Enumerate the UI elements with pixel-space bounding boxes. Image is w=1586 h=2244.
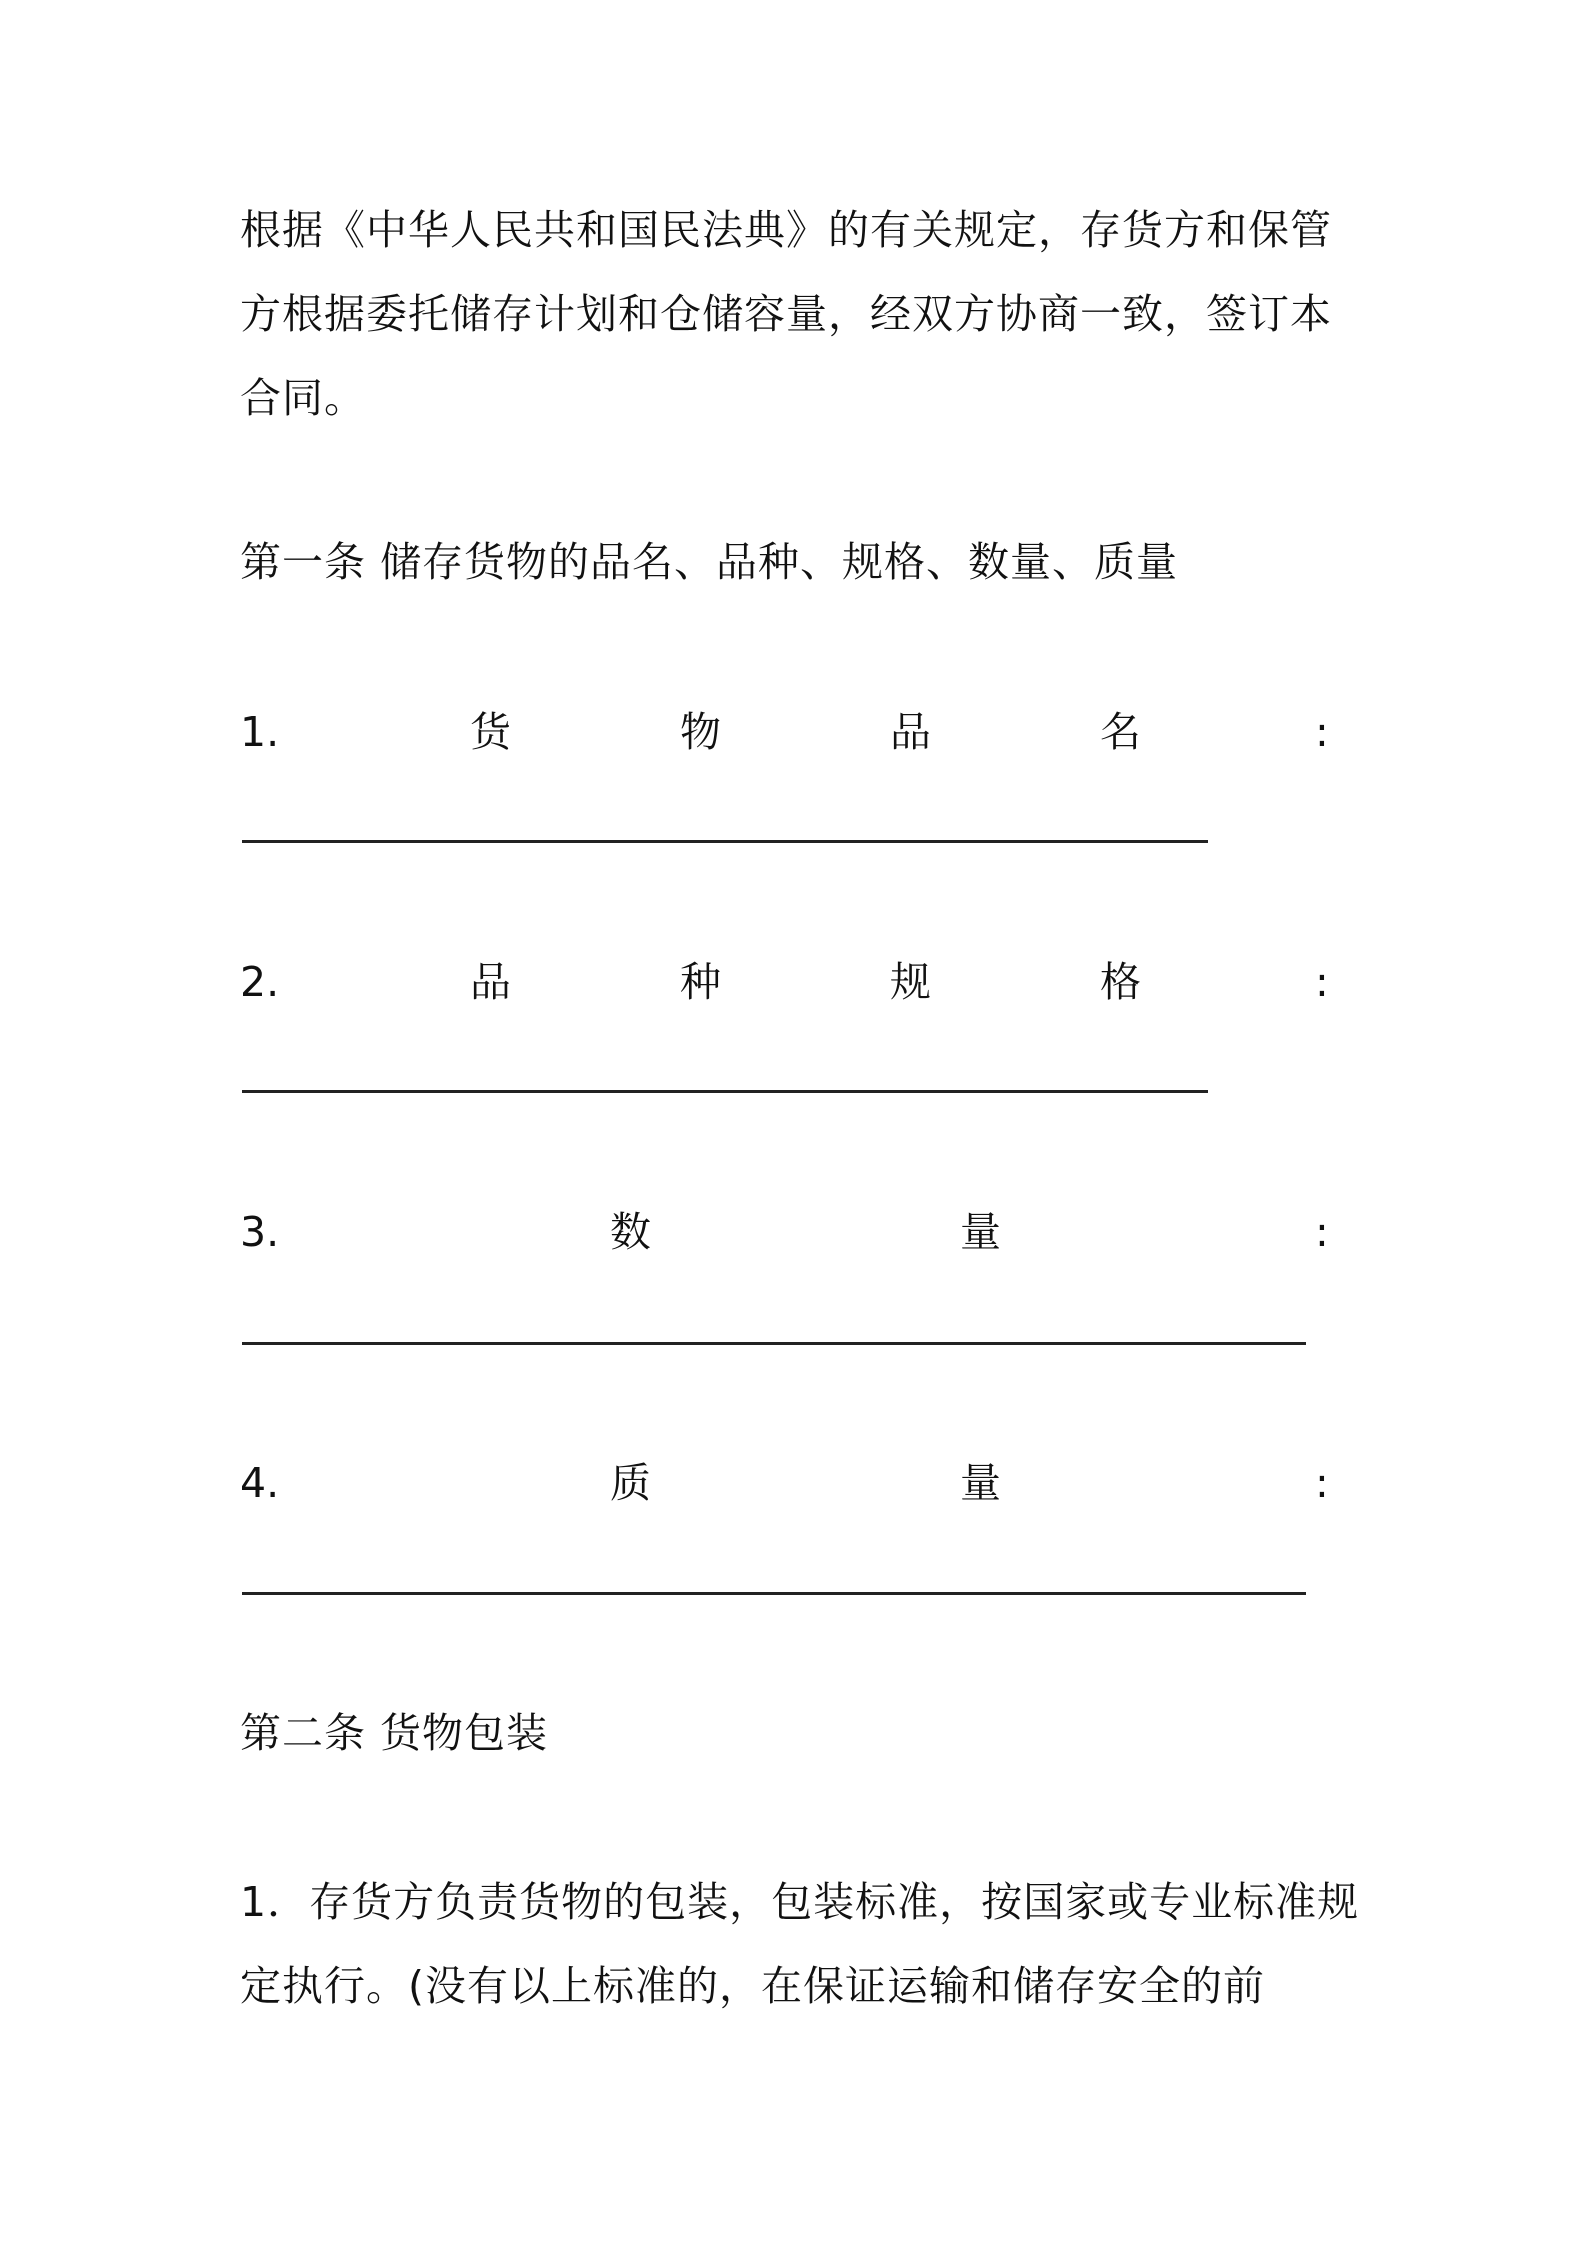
field-quantity: [240, 1202, 1335, 1262]
field-char: 质: [610, 1459, 651, 1507]
field-char: 品: [470, 958, 511, 1006]
article-1-title: 第一条 储存货物的品名、品种、规格、数量、质量: [240, 538, 1179, 586]
variety-spec-blank-line[interactable]: [242, 1090, 1208, 1093]
field-number: 1.: [240, 708, 280, 756]
article-2-item-1: 1．存货方负责货物的包装，包装标准，按国家或专业标准规定执行。(没有以上标准的，在保证运输和储存安全的前: [240, 1878, 1360, 2010]
field-quality: [240, 1453, 1335, 1513]
field-variety-spec: [240, 952, 1335, 1012]
field-char: 品: [890, 708, 931, 756]
field-char: 物: [680, 708, 721, 756]
field-goods-name: [240, 702, 1335, 762]
field-char: 量: [960, 1459, 1001, 1507]
field-char: 量: [960, 1208, 1001, 1256]
field-number: 2.: [240, 958, 280, 1006]
field-char: 格: [1100, 958, 1141, 1006]
field-colon: :: [1315, 1208, 1329, 1256]
field-char: 名: [1100, 708, 1141, 756]
article-2-title: 第二条 货物包装: [240, 1709, 549, 1757]
field-char: 数: [610, 1208, 651, 1256]
goods-name-blank-line[interactable]: [242, 840, 1208, 843]
quality-blank-line[interactable]: [242, 1592, 1306, 1595]
intro-paragraph: 根据《中华人民共和国民法典》的有关规定，存货方和保管方根据委托储存计划和仓储容量，经双方协商一致，签订本合同。: [240, 206, 1332, 422]
field-number: 3.: [240, 1208, 280, 1256]
field-char: 规: [890, 958, 931, 1006]
quantity-blank-line[interactable]: [242, 1342, 1306, 1345]
field-char: 种: [680, 958, 721, 1006]
field-number: 4.: [240, 1459, 280, 1507]
field-colon: :: [1315, 958, 1329, 1006]
field-char: 货: [470, 708, 511, 756]
field-colon: :: [1315, 1459, 1329, 1507]
field-colon: :: [1315, 708, 1329, 756]
